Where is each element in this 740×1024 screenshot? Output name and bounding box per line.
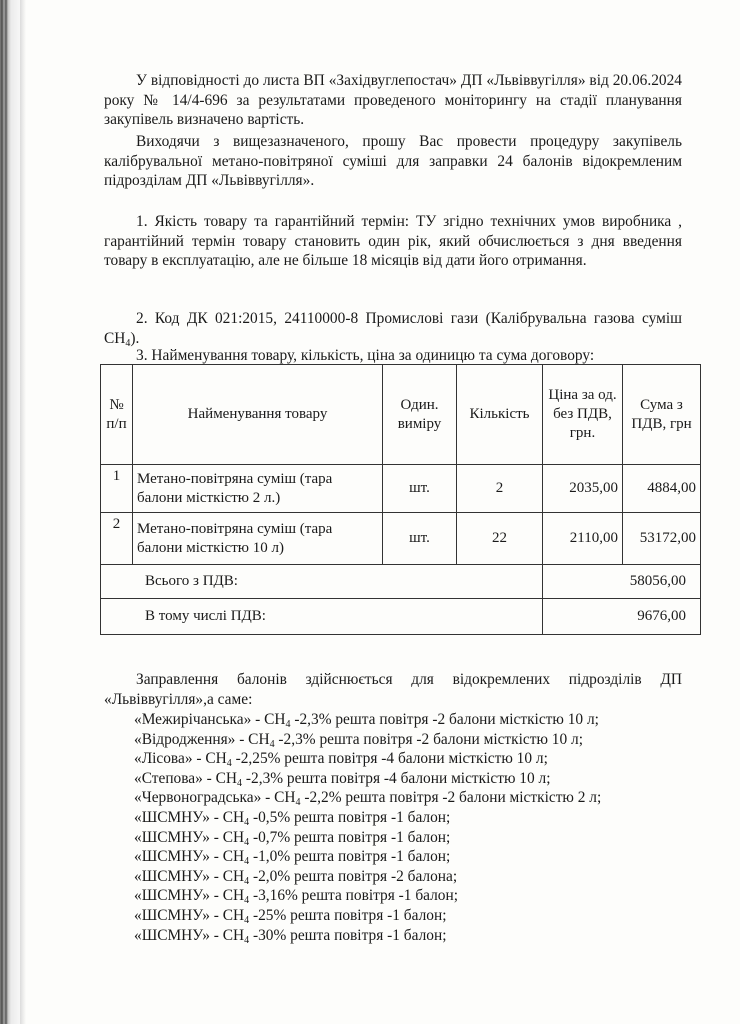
header-sum: Сума з ПДВ, грн [623, 365, 701, 465]
scan-edge-fade [20, 0, 26, 1024]
list-item: «ШСМНУ» - $CH_4$ -1,0% решта повітря -1 балон; [134, 848, 451, 868]
paragraph-quality: 1. Якість товару та гарантійний термін: ТУ згідно технічних умов виробника , гарантійний термін товару становить один рік, який обчислюється з дня введення товару в експлуатацію, але не більше 18 місяців від дати його отримання. [104, 213, 682, 269]
row-unit: шт. [383, 465, 457, 513]
list-item: «Степова» - $CH_4$ -2,3% решта повітря -4 балони місткістю 10 л; [134, 769, 551, 789]
row-price: 2035,00 [543, 465, 623, 513]
row-quantity: 22 [457, 513, 543, 565]
table-row [101, 465, 701, 513]
list-item: «Червоноградська» - $CH_4$ -2,2% решта повітря -2 балони місткістю 2 л; [134, 789, 602, 809]
list-item: «Межирічанська» - $CH_4$ -2,3% решта повітря -2 балони місткістю 10 л; [134, 711, 599, 730]
header-price: Ціна за од. без ПДВ, грн. [543, 365, 623, 465]
row-sum: 53172,00 [623, 513, 701, 565]
list-item: «ШСМНУ» - $CH_4$ -30% решта повітря -1 балон; [134, 926, 447, 946]
list-item: «ШСМНУ» - $CH_4$ -2,0% решта повітря -2 балона; [134, 867, 458, 887]
row-quantity: 2 [457, 465, 543, 513]
header-unit: Один. виміру [383, 365, 457, 465]
row-number: 2 [101, 513, 133, 565]
list-item: «Відродження» - $CH_4$ -2,3% решта повітря -2 балони місткістю 10 л; [134, 730, 584, 750]
row-name: Метано-повітряна суміш (тара балони місткістю 2 л.) [133, 465, 383, 513]
list-item: «ШСМНУ» - $CH_4$ -0,7% решта повітря -1 балон; [134, 828, 451, 848]
paragraph-dk-code: 2. Код ДК 021:2015, 24110000-8 Промислові гази (Калібрувальна газова суміш $CH_4$). [104, 310, 682, 349]
table-total-row [101, 565, 701, 599]
vat-value: 9676,00 [543, 599, 701, 635]
goods-table [100, 364, 701, 635]
total-value: 58056,00 [543, 565, 701, 599]
header-number: № п/п [101, 365, 133, 465]
table-row [101, 513, 701, 565]
refill-list [134, 710, 601, 945]
list-item: «Лісова» - $CH_4$ -2,25% решта повітря -4 балони місткістю 10 л; [134, 750, 548, 770]
table-vat-row [101, 599, 701, 635]
paragraph-refilling: Заправлення балонів здійснюється для відокремлених підрозділів ДП «Львіввугілля»,а саме: [104, 671, 682, 708]
row-sum: 4884,00 [623, 465, 701, 513]
header-name: Найменування товару [133, 365, 383, 465]
scan-edge-shadow [0, 0, 20, 1024]
vat-label: В тому числі ПДВ: [101, 599, 543, 635]
paragraph-table-intro: 3. Найменування товару, кількість, ціна за одиницю та сума договору: [136, 347, 595, 364]
list-item: «ШСМНУ» - $CH_4$ -25% решта повітря -1 балон; [134, 906, 447, 926]
row-name: Метано-повітряна суміш (тара балони місткістю 10 л) [133, 513, 383, 565]
row-number: 1 [101, 465, 133, 513]
row-price: 2110,00 [543, 513, 623, 565]
list-item: «ШСМНУ» - $CH_4$ -0,5% решта повітря -1 балон; [134, 808, 451, 828]
header-quantity: Кількість [457, 365, 543, 465]
row-unit: шт. [383, 513, 457, 565]
paragraph-request: Виходячи з вищезазначеного, прошу Вас провести процедуру закупівель калібрувальної метано-повітряної суміші для заправки 24 балонів відокремленим підрозділам ДП «Львіввугілля». [104, 133, 682, 189]
table-header-row [101, 365, 701, 465]
list-item: «ШСМНУ» - $CH_4$ -3,16% решта повітря -1 балон; [134, 887, 459, 907]
total-label: Всього з ПДВ: [101, 565, 543, 599]
paragraph-reference: У відповідності до листа ВП «Західвуглепостач» ДП «Львіввугілля» від 20.06.2024 року № 14/4-696 за результатами проведеного моніторингу на стадії планування закупівель визначено вартість. [104, 72, 682, 128]
